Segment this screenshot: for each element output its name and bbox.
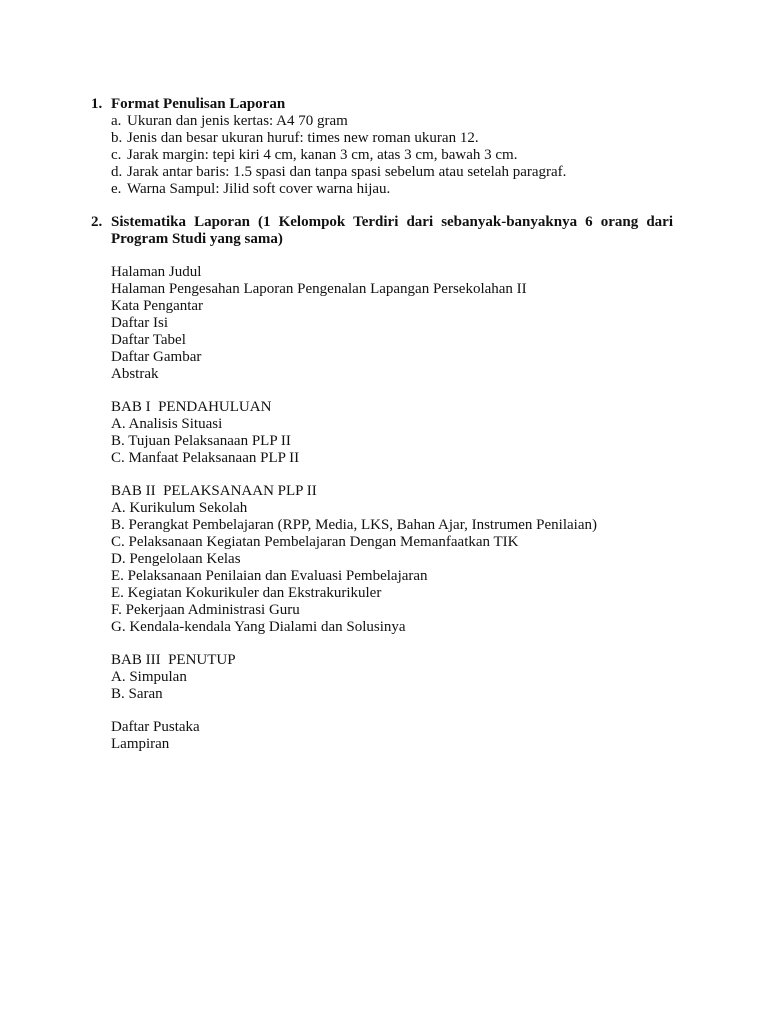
bab3-item: B. Saran	[111, 686, 163, 702]
front-matter-item: Kata Pengantar	[111, 298, 204, 314]
item-text: Warna Sampul: Jilid soft cover warna hijau.	[127, 181, 391, 197]
section1-item	[111, 130, 479, 147]
item-marker: a.	[111, 113, 122, 129]
item-marker: b.	[111, 130, 123, 146]
front-matter-item: Abstrak	[111, 366, 159, 382]
section2-number: 2.	[91, 214, 103, 230]
bab1-item: A. Analisis Situasi	[111, 416, 223, 432]
section2-heading-line2: Program Studi yang sama)	[111, 231, 283, 247]
bab3-item: A. Simpulan	[111, 669, 187, 685]
front-matter-item: Daftar Isi	[111, 315, 169, 331]
section1-item	[111, 181, 390, 198]
section1-item	[111, 147, 517, 164]
bab2-item: C. Pelaksanaan Kegiatan Pembelajaran Dengan Memanfaatkan TIK	[111, 534, 519, 550]
section1-item	[111, 164, 566, 181]
bab2-item: G. Kendala-kendala Yang Dialami dan Solusinya	[111, 619, 406, 635]
bab2-item: E. Kegiatan Kokurikuler dan Ekstrakurikuler	[111, 585, 382, 601]
bab1-title: BAB I PENDAHULUAN	[111, 399, 272, 415]
item-text: Jarak margin: tepi kiri 4 cm, kanan 3 cm, atas 3 cm, bawah 3 cm.	[127, 147, 518, 163]
section1-item	[111, 113, 348, 130]
bab3-title: BAB III PENUTUP	[111, 652, 236, 668]
front-matter-item: Halaman Pengesahan Laporan Pengenalan Lapangan Persekolahan II	[111, 281, 527, 297]
item-marker: d.	[111, 164, 123, 180]
bab2-item: F. Pekerjaan Administrasi Guru	[111, 602, 300, 618]
item-text: Jarak antar baris: 1.5 spasi dan tanpa spasi sebelum atau setelah paragraf.	[127, 164, 567, 180]
item-text: Jenis dan besar ukuran huruf: times new roman ukuran 12.	[127, 130, 479, 146]
back-matter-item: Lampiran	[111, 736, 170, 752]
item-marker: e.	[111, 181, 122, 197]
item-marker: c.	[111, 147, 122, 163]
bab2-item: A. Kurikulum Sekolah	[111, 500, 248, 516]
bab2-item: E. Pelaksanaan Penilaian dan Evaluasi Pembelajaran	[111, 568, 428, 584]
bab2-item: B. Perangkat Pembelajaran (RPP, Media, LKS, Bahan Ajar, Instrumen Penilaian)	[111, 517, 597, 533]
bab2-title: BAB II PELAKSANAAN PLP II	[111, 483, 317, 499]
bab2-item: D. Pengelolaan Kelas	[111, 551, 241, 567]
item-text: Ukuran dan jenis kertas: A4 70 gram	[127, 113, 348, 129]
front-matter-item: Halaman Judul	[111, 264, 202, 280]
front-matter-item: Daftar Gambar	[111, 349, 202, 365]
back-matter-item: Daftar Pustaka	[111, 719, 200, 735]
section1-heading: Format Penulisan Laporan	[111, 96, 286, 112]
section1-number: 1.	[91, 96, 103, 112]
section2-heading-line1: Sistematika Laporan (1 Kelompok Terdiri dari sebanyak-banyaknya 6 orang dari	[111, 214, 673, 230]
bab1-item: B. Tujuan Pelaksanaan PLP II	[111, 433, 291, 449]
bab1-item: C. Manfaat Pelaksanaan PLP II	[111, 450, 300, 466]
front-matter-item: Daftar Tabel	[111, 332, 186, 348]
